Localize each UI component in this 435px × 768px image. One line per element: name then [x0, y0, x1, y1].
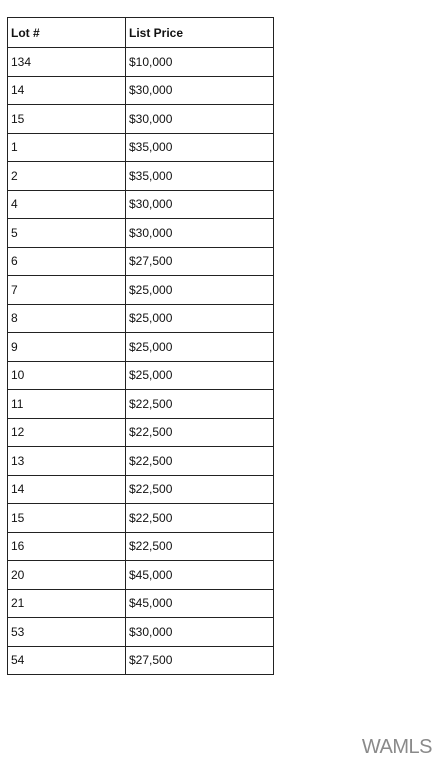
lot-number-cell: 5	[8, 219, 126, 248]
list-price-cell: $25,000	[126, 333, 274, 362]
table-row	[8, 133, 274, 162]
table-row	[8, 475, 274, 504]
list-price-cell: $30,000	[126, 76, 274, 105]
list-price-cell: $25,000	[126, 276, 274, 305]
table-row	[8, 447, 274, 476]
lot-number-cell: 15	[8, 504, 126, 533]
lot-number-cell: 14	[8, 475, 126, 504]
table-row	[8, 48, 274, 77]
table-row	[8, 418, 274, 447]
column-header-lot: Lot #	[8, 18, 126, 48]
table-row	[8, 618, 274, 647]
table-row	[8, 532, 274, 561]
table-row	[8, 105, 274, 134]
lot-number-cell: 8	[8, 304, 126, 333]
wamls-watermark: WAMLS	[361, 736, 432, 758]
table-row	[8, 504, 274, 533]
list-price-cell: $30,000	[126, 105, 274, 134]
lot-number-cell: 11	[8, 390, 126, 419]
table-row	[8, 333, 274, 362]
lot-price-table	[7, 17, 274, 675]
list-price-cell: $22,500	[126, 504, 274, 533]
table-row	[8, 390, 274, 419]
lot-number-cell: 10	[8, 361, 126, 390]
lot-number-cell: 6	[8, 247, 126, 276]
table-row	[8, 162, 274, 191]
header-row	[8, 18, 274, 48]
table-row	[8, 219, 274, 248]
column-header-list-price: List Price	[126, 18, 274, 48]
list-price-cell: $22,500	[126, 418, 274, 447]
list-price-cell: $25,000	[126, 361, 274, 390]
list-price-cell: $45,000	[126, 589, 274, 618]
list-price-cell: $27,500	[126, 247, 274, 276]
lot-number-cell: 2	[8, 162, 126, 191]
table-row	[8, 361, 274, 390]
lot-number-cell: 21	[8, 589, 126, 618]
lot-number-cell: 15	[8, 105, 126, 134]
table-body	[8, 48, 274, 675]
table-row	[8, 76, 274, 105]
list-price-cell: $30,000	[126, 219, 274, 248]
table-row	[8, 190, 274, 219]
table-row	[8, 276, 274, 305]
table-header	[8, 18, 274, 48]
lot-number-cell: 53	[8, 618, 126, 647]
list-price-cell: $10,000	[126, 48, 274, 77]
lot-number-cell: 54	[8, 646, 126, 675]
list-price-cell: $27,500	[126, 646, 274, 675]
list-price-cell: $30,000	[126, 190, 274, 219]
list-price-cell: $22,500	[126, 475, 274, 504]
table-row	[8, 561, 274, 590]
lot-number-cell: 9	[8, 333, 126, 362]
list-price-cell: $22,500	[126, 532, 274, 561]
lot-number-cell: 4	[8, 190, 126, 219]
lot-number-cell: 7	[8, 276, 126, 305]
list-price-cell: $22,500	[126, 447, 274, 476]
list-price-cell: $35,000	[126, 162, 274, 191]
list-price-cell: $30,000	[126, 618, 274, 647]
lot-number-cell: 20	[8, 561, 126, 590]
table-row	[8, 646, 274, 675]
table-row	[8, 589, 274, 618]
lot-number-cell: 14	[8, 76, 126, 105]
list-price-cell: $45,000	[126, 561, 274, 590]
lot-number-cell: 13	[8, 447, 126, 476]
lot-number-cell: 134	[8, 48, 126, 77]
list-price-cell: $35,000	[126, 133, 274, 162]
list-price-cell: $25,000	[126, 304, 274, 333]
table-row	[8, 304, 274, 333]
table-row	[8, 247, 274, 276]
lot-number-cell: 16	[8, 532, 126, 561]
list-price-cell: $22,500	[126, 390, 274, 419]
lot-number-cell: 1	[8, 133, 126, 162]
lot-number-cell: 12	[8, 418, 126, 447]
